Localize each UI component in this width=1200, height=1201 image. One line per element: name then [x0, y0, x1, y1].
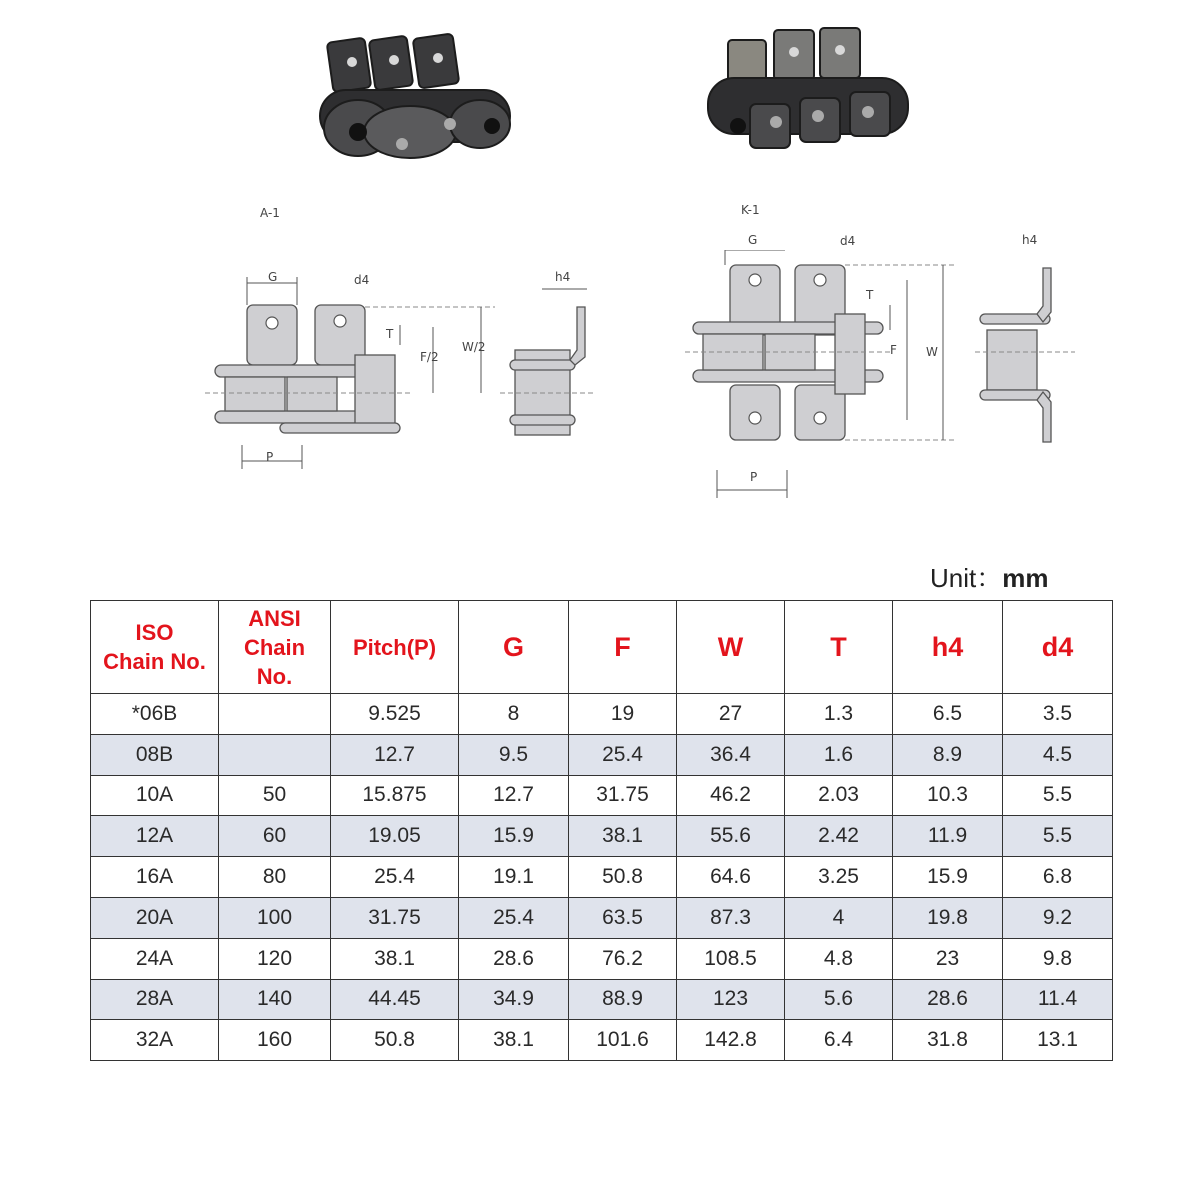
- cell-h4: 31.8: [893, 1020, 1003, 1061]
- cell-iso: 10A: [91, 775, 219, 816]
- cell-w: 142.8: [677, 1020, 785, 1061]
- cell-pitch: 9.525: [331, 694, 459, 735]
- cell-pitch: 15.875: [331, 775, 459, 816]
- cell-f: 76.2: [569, 938, 677, 979]
- table-row: [91, 816, 1113, 857]
- cell-ansi: [219, 734, 331, 775]
- header-h4: h4: [893, 601, 1003, 694]
- cell-iso: 32A: [91, 1020, 219, 1061]
- table-row: [91, 938, 1113, 979]
- table-header-row: [91, 601, 1113, 694]
- dim-h4-k1: h4: [1022, 233, 1038, 247]
- cell-t: 6.4: [785, 1020, 893, 1061]
- cell-pitch: 44.45: [331, 979, 459, 1020]
- cell-w: 46.2: [677, 775, 785, 816]
- cell-g: 34.9: [459, 979, 569, 1020]
- cell-iso: 12A: [91, 816, 219, 857]
- cell-t: 4: [785, 897, 893, 938]
- cell-d4: 4.5: [1003, 734, 1113, 775]
- dim-g-k1: G: [748, 233, 758, 247]
- header-ansi-chain-no: ANSI Chain No.: [219, 601, 331, 694]
- table-row: [91, 1020, 1113, 1061]
- cell-g: 8: [459, 694, 569, 735]
- table-body: [91, 694, 1113, 1061]
- cell-f: 19: [569, 694, 677, 735]
- cell-d4: 5.5: [1003, 775, 1113, 816]
- cell-w: 87.3: [677, 897, 785, 938]
- cell-ansi: 160: [219, 1020, 331, 1061]
- table-row: [91, 694, 1113, 735]
- cell-w: 123: [677, 979, 785, 1020]
- dim-d4-a1: d4: [354, 273, 370, 287]
- unit-value: mm: [1002, 563, 1049, 593]
- table-row: [91, 979, 1113, 1020]
- cell-iso: 24A: [91, 938, 219, 979]
- cell-g: 38.1: [459, 1020, 569, 1061]
- dim-d4-k1: d4: [840, 234, 856, 248]
- header-iso-line1: ISO: [135, 620, 174, 645]
- cell-t: 3.25: [785, 857, 893, 898]
- header-pitch: Pitch(P): [331, 601, 459, 694]
- dim-h4-a1: h4: [555, 270, 571, 284]
- header-t: T: [785, 601, 893, 694]
- table-row: [91, 857, 1113, 898]
- cell-iso: 16A: [91, 857, 219, 898]
- cell-f: 101.6: [569, 1020, 677, 1061]
- cell-w: 27: [677, 694, 785, 735]
- cell-f: 63.5: [569, 897, 677, 938]
- cell-h4: 23: [893, 938, 1003, 979]
- cell-f: 38.1: [569, 816, 677, 857]
- cell-g: 19.1: [459, 857, 569, 898]
- cell-iso: 08B: [91, 734, 219, 775]
- cell-w: 64.6: [677, 857, 785, 898]
- cell-g: 28.6: [459, 938, 569, 979]
- header-g: G: [459, 601, 569, 694]
- cell-ansi: 100: [219, 897, 331, 938]
- cell-w: 36.4: [677, 734, 785, 775]
- cell-ansi: 60: [219, 816, 331, 857]
- cell-iso: 20A: [91, 897, 219, 938]
- cell-f: 25.4: [569, 734, 677, 775]
- cell-f: 88.9: [569, 979, 677, 1020]
- cell-d4: 11.4: [1003, 979, 1113, 1020]
- header-iso-line2: Chain No.: [103, 649, 206, 674]
- cell-h4: 6.5: [893, 694, 1003, 735]
- cell-f: 50.8: [569, 857, 677, 898]
- cell-t: 2.42: [785, 816, 893, 857]
- cell-ansi: 50: [219, 775, 331, 816]
- unit-label: [930, 558, 1049, 595]
- dim-p-a1: P: [266, 450, 274, 464]
- cell-pitch: 25.4: [331, 857, 459, 898]
- cell-h4: 28.6: [893, 979, 1003, 1020]
- cell-ansi: 120: [219, 938, 331, 979]
- header-d4: d4: [1003, 601, 1113, 694]
- dim-w-half-a1: W/2: [462, 340, 486, 354]
- table-row: [91, 775, 1113, 816]
- cell-h4: 15.9: [893, 857, 1003, 898]
- cell-pitch: 31.75: [331, 897, 459, 938]
- cell-d4: 9.2: [1003, 897, 1113, 938]
- unit-prefix: Unit：: [930, 563, 1003, 593]
- cell-iso: *06B: [91, 694, 219, 735]
- cell-f: 31.75: [569, 775, 677, 816]
- drawing-a1: [205, 265, 605, 480]
- cell-pitch: 50.8: [331, 1020, 459, 1061]
- dim-g-a1: G: [268, 270, 278, 284]
- dim-p-k1: P: [750, 470, 758, 484]
- cell-pitch: 38.1: [331, 938, 459, 979]
- cell-g: 9.5: [459, 734, 569, 775]
- dim-t-k1: T: [866, 288, 874, 302]
- cell-g: 25.4: [459, 897, 569, 938]
- cell-w: 55.6: [677, 816, 785, 857]
- cell-h4: 8.9: [893, 734, 1003, 775]
- cell-h4: 19.8: [893, 897, 1003, 938]
- cell-d4: 6.8: [1003, 857, 1113, 898]
- cell-w: 108.5: [677, 938, 785, 979]
- cell-iso: 28A: [91, 979, 219, 1020]
- cell-d4: 5.5: [1003, 816, 1113, 857]
- cell-t: 2.03: [785, 775, 893, 816]
- cell-t: 4.8: [785, 938, 893, 979]
- dim-f-half-a1: F/2: [420, 350, 439, 364]
- cell-d4: 3.5: [1003, 694, 1113, 735]
- table-row: [91, 734, 1113, 775]
- cell-t: 5.6: [785, 979, 893, 1020]
- chain-photo-a1: [310, 28, 525, 168]
- cell-d4: 13.1: [1003, 1020, 1113, 1061]
- header-w: W: [677, 601, 785, 694]
- figure-label-k1: K-1: [741, 203, 760, 217]
- dim-t-a1: T: [386, 327, 394, 341]
- chain-spec-table: [90, 600, 1113, 1061]
- cell-pitch: 12.7: [331, 734, 459, 775]
- cell-t: 1.3: [785, 694, 893, 735]
- cell-h4: 11.9: [893, 816, 1003, 857]
- cell-t: 1.6: [785, 734, 893, 775]
- cell-pitch: 19.05: [331, 816, 459, 857]
- drawing-k1: [685, 250, 1085, 500]
- cell-d4: 9.8: [1003, 938, 1113, 979]
- figure-label-a1: A-1: [260, 206, 280, 220]
- cell-ansi: 140: [219, 979, 331, 1020]
- header-iso-chain-no: [91, 601, 219, 694]
- dim-w-k1: W: [926, 345, 938, 359]
- header-f: F: [569, 601, 677, 694]
- cell-ansi: 80: [219, 857, 331, 898]
- cell-g: 12.7: [459, 775, 569, 816]
- cell-ansi: [219, 694, 331, 735]
- chain-photo-k1: [700, 18, 915, 163]
- cell-g: 15.9: [459, 816, 569, 857]
- cell-h4: 10.3: [893, 775, 1003, 816]
- table-row: [91, 897, 1113, 938]
- dim-f-k1: F: [890, 343, 897, 357]
